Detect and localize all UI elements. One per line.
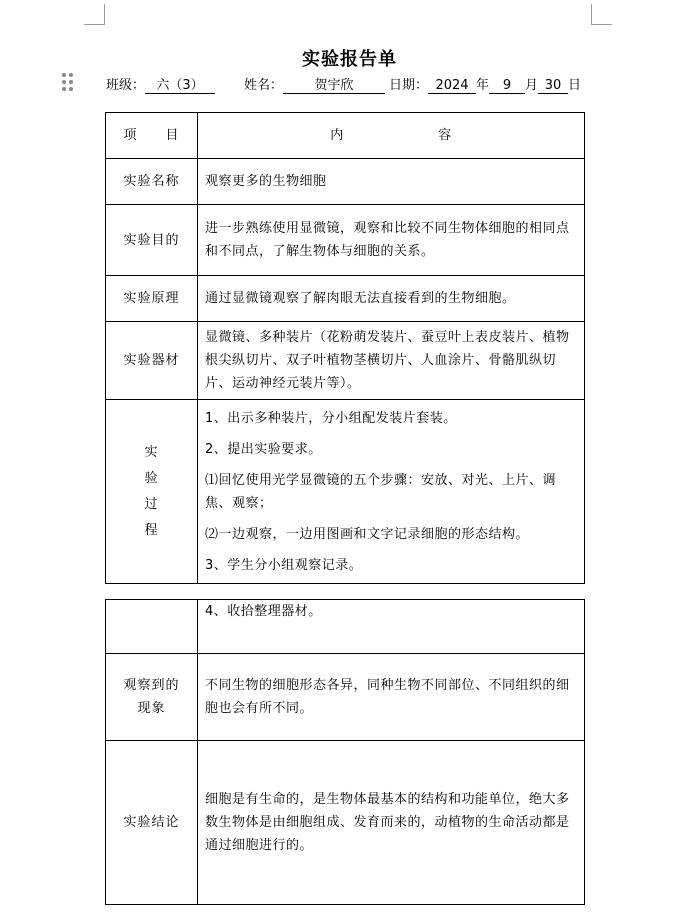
date-day[interactable]: 30 xyxy=(538,78,568,94)
process-label-char: 实 xyxy=(144,444,159,460)
name-field xyxy=(244,74,385,94)
experiment-principle-content[interactable]: 通过显微镜观察了解肉眼无法直接看到的生物细胞。 xyxy=(198,276,585,322)
date-field xyxy=(389,74,581,94)
process-step: ⑴回忆使用光学显微镜的五个步骤：安放、对光、上片、调焦、观察； xyxy=(205,472,557,511)
phenomenon-label-line-2: 现象 xyxy=(137,701,166,716)
experiment-process-content[interactable] xyxy=(198,400,585,584)
experiment-purpose-content[interactable]: 进一步熟练使用显微镜，观察和比较不同生物体细胞的相同点和不同点，了解生物体与细胞的关系。 xyxy=(198,205,585,276)
experiment-name-label: 实验名称 xyxy=(106,159,198,205)
process-label-char: 过 xyxy=(144,496,159,512)
experiment-purpose-label: 实验目的 xyxy=(106,205,198,276)
table-row xyxy=(106,113,585,159)
drag-handle-icon[interactable] xyxy=(62,73,74,93)
phenomenon-label xyxy=(106,654,198,741)
experiment-name-content[interactable]: 观察更多的生物细胞 xyxy=(198,159,585,205)
experiment-equipment-content[interactable]: 显微镜、多种装片（花粉萌发装片、蚕豆叶上表皮装片、植物根尖纵切片、双子叶植物茎横切片、人血涂片、骨骼肌纵切片、运动神经元装片等）。 xyxy=(198,322,585,400)
date-year[interactable]: 2024 xyxy=(428,78,476,94)
header-item: 项 目 xyxy=(106,113,198,159)
crop-mark-top-right xyxy=(591,4,612,25)
class-label: 班级： xyxy=(106,78,146,93)
day-unit: 日 xyxy=(568,78,582,93)
continued-label-empty xyxy=(106,600,198,654)
experiment-principle-label: 实验原理 xyxy=(106,276,198,322)
document-title: 实验报告单 xyxy=(302,49,397,70)
table-row xyxy=(106,205,585,276)
date-label: 日期： xyxy=(389,78,429,93)
year-unit: 年 xyxy=(476,78,490,93)
report-table-1 xyxy=(105,112,585,584)
report-table-2 xyxy=(105,599,585,905)
header-content: 内 容 xyxy=(198,113,585,159)
process-step-4[interactable]: 4、收拾整理器材。 xyxy=(198,600,585,654)
crop-mark-top-left xyxy=(84,4,105,25)
process-label-char: 验 xyxy=(144,470,159,486)
process-step: 1、出示多种装片，分小组配发装片套装。 xyxy=(205,410,457,426)
table-row xyxy=(106,654,585,741)
date-month[interactable]: 9 xyxy=(489,78,525,94)
table-row xyxy=(106,322,585,400)
name-label: 姓名： xyxy=(244,78,284,93)
conclusion-content[interactable]: 细胞是有生命的，是生物体最基本的结构和功能单位，绝大多数生物体是由细胞组成、发育而来的，动植物的生命活动都是通过细胞进行的。 xyxy=(198,741,585,905)
table-row xyxy=(106,159,585,205)
phenomenon-content[interactable]: 不同生物的细胞形态各异，同种生物不同部位、不同组织的细胞也会有所不同。 xyxy=(198,654,585,741)
table-row xyxy=(106,741,585,905)
process-label-char: 程 xyxy=(144,522,159,538)
phenomenon-label-line-1: 观察到的 xyxy=(123,678,180,693)
class-field xyxy=(106,74,215,94)
month-unit: 月 xyxy=(525,78,539,93)
class-value[interactable]: 六（3） xyxy=(145,78,215,94)
conclusion-label: 实验结论 xyxy=(106,741,198,905)
table-row xyxy=(106,600,585,654)
experiment-process-label xyxy=(106,400,198,584)
process-step: ⑵一边观察，一边用图画和文字记录细胞的形态结构。 xyxy=(205,526,530,542)
process-step: 3、学生分小组观察记录。 xyxy=(205,557,363,573)
experiment-equipment-label: 实验器材 xyxy=(106,322,198,400)
name-value[interactable]: 贺宇欣 xyxy=(283,78,385,94)
table-row xyxy=(106,400,585,584)
process-step: 2、提出实验要求。 xyxy=(205,441,322,457)
table-row xyxy=(106,276,585,322)
